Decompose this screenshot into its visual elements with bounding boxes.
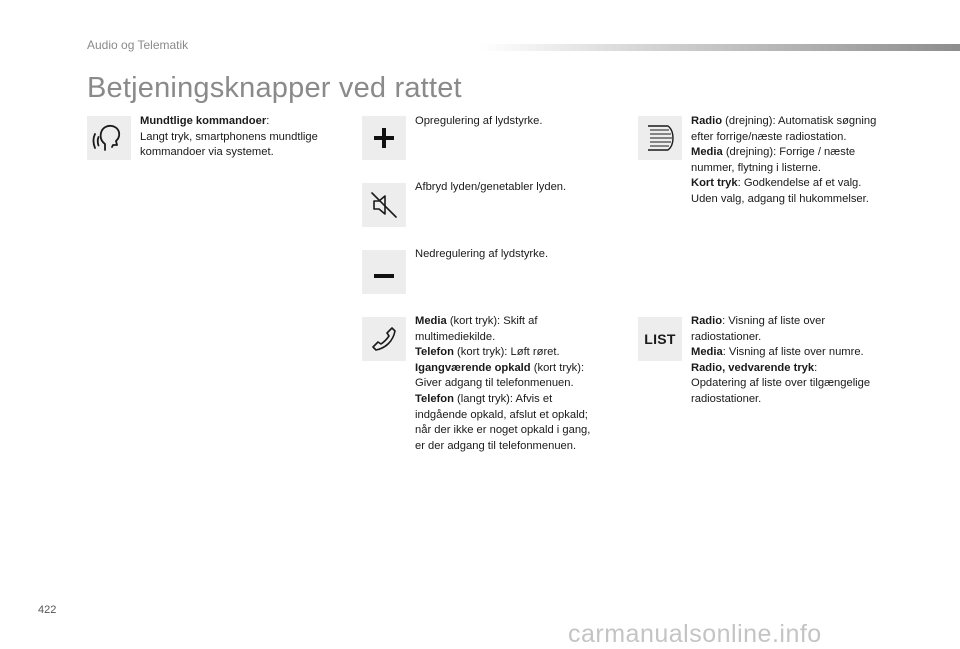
desc-line-bold: Media [691,146,723,159]
desc-line [140,130,350,146]
page-number: 422 [38,604,57,616]
desc-line-text: : Godkendelse af et valg. [737,177,862,190]
desc-line [140,145,350,161]
desc-line [415,180,615,196]
desc-line [691,361,901,377]
desc-line [415,392,615,408]
desc-line [691,192,901,208]
desc-line-bold: Radio [691,115,723,127]
desc-line [691,345,901,361]
desc-line [691,130,901,146]
desc-line-bold: Radio, vedvarende tryk [691,361,815,374]
desc-line [415,439,615,455]
desc-line-text: Nedregulering af lydstyrke. [415,248,549,260]
volume-down-button [362,250,406,294]
desc-line-text: (kort tryk): Løft røret. [453,346,560,359]
desc-line-text: kommandoer via systemet. [140,146,274,159]
desc-line [691,392,901,408]
desc-line-bold: Media [415,315,447,327]
mute-icon [367,188,401,222]
desc-line-text: : Visning af liste over numre. [722,346,864,359]
desc-line-text: Langt tryk, smartphonens mundtlige [140,130,318,143]
minus-icon [372,260,396,284]
thumbwheel-desc [691,114,901,208]
voice-command-desc [140,114,350,161]
mute-button [362,183,406,227]
desc-line [415,376,615,392]
desc-line-text: Uden valg, adgang til hukommelser. [691,192,869,205]
desc-line-text: når der ikke er noget opkald i gang, [415,424,591,437]
mute-desc [415,180,615,196]
desc-line-text: indgående opkald, afslut et opkald; [415,408,588,421]
desc-line [691,330,901,346]
desc-line-text: multimediekilde. [415,330,496,343]
voice-command-icon [91,120,127,156]
thumbwheel-button [638,116,682,160]
list-label: LIST [644,331,676,347]
desc-line [140,114,350,130]
desc-line [415,345,615,361]
desc-line-text: : [266,115,270,127]
desc-line-text: Afbryd lyden/genetabler lyden. [415,181,567,193]
volume-up-desc [415,114,615,130]
desc-line-bold: Telefon [415,346,454,359]
desc-line-text: Opdatering af liste over tilgængelige [691,377,871,390]
desc-line [415,247,615,263]
desc-line-text: (drejning): Automatisk søgning [722,115,877,127]
desc-line-bold: Mundtlige kommandoer [140,115,267,127]
desc-line [415,330,615,346]
plus-icon [372,126,396,150]
page-title: Betjeningsknapper ved rattet [87,72,462,104]
volume-up-button [362,116,406,160]
desc-line-text: Giver adgang til telefonmenuen. [415,377,574,390]
desc-line-bold: Igangværende opkald [415,361,531,374]
section-label: Audio og Telematik [87,38,189,52]
desc-line [415,314,615,330]
watermark: carmanualsonline.info [568,620,822,648]
desc-line-text: : Visning af liste over [722,315,826,327]
volume-down-desc [415,247,615,263]
desc-line [415,408,615,424]
desc-line [691,161,901,177]
desc-line-text: Opregulering af lydstyrke. [415,115,543,127]
desc-line-text: nummer, flytning i listerne. [691,161,821,174]
voice-command-button [87,116,131,160]
desc-line [691,376,901,392]
desc-line-text: radiostationer. [691,392,762,405]
header-gradient-bar [480,44,960,51]
phone-icon [368,323,400,355]
list-desc [691,314,901,408]
desc-line-bold: Telefon [415,392,454,405]
desc-line [691,176,901,192]
desc-line-bold: Radio [691,315,723,327]
desc-line-text: : [814,361,818,374]
desc-line-text: radiostationer. [691,330,762,343]
desc-line-text: er der adgang til telefonmenuen. [415,439,577,452]
desc-line-text: efter forrige/næste radiostation. [691,130,847,143]
desc-line [691,114,901,130]
thumbwheel-icon [644,123,676,153]
desc-line-bold: Kort tryk [691,177,738,190]
phone-button [362,317,406,361]
desc-line [415,361,615,377]
desc-line [415,114,615,130]
desc-line-text: (kort tryk): Skift af [446,315,538,327]
desc-line-bold: Media [691,346,723,359]
list-button [638,317,682,361]
desc-line-text: (langt tryk): Afvis et [453,392,553,405]
phone-desc [415,314,615,454]
desc-line [691,145,901,161]
desc-line-text: (kort tryk): [530,361,585,374]
desc-line-text: (drejning): Forrige / næste [722,146,856,159]
desc-line [415,423,615,439]
desc-line [691,314,901,330]
